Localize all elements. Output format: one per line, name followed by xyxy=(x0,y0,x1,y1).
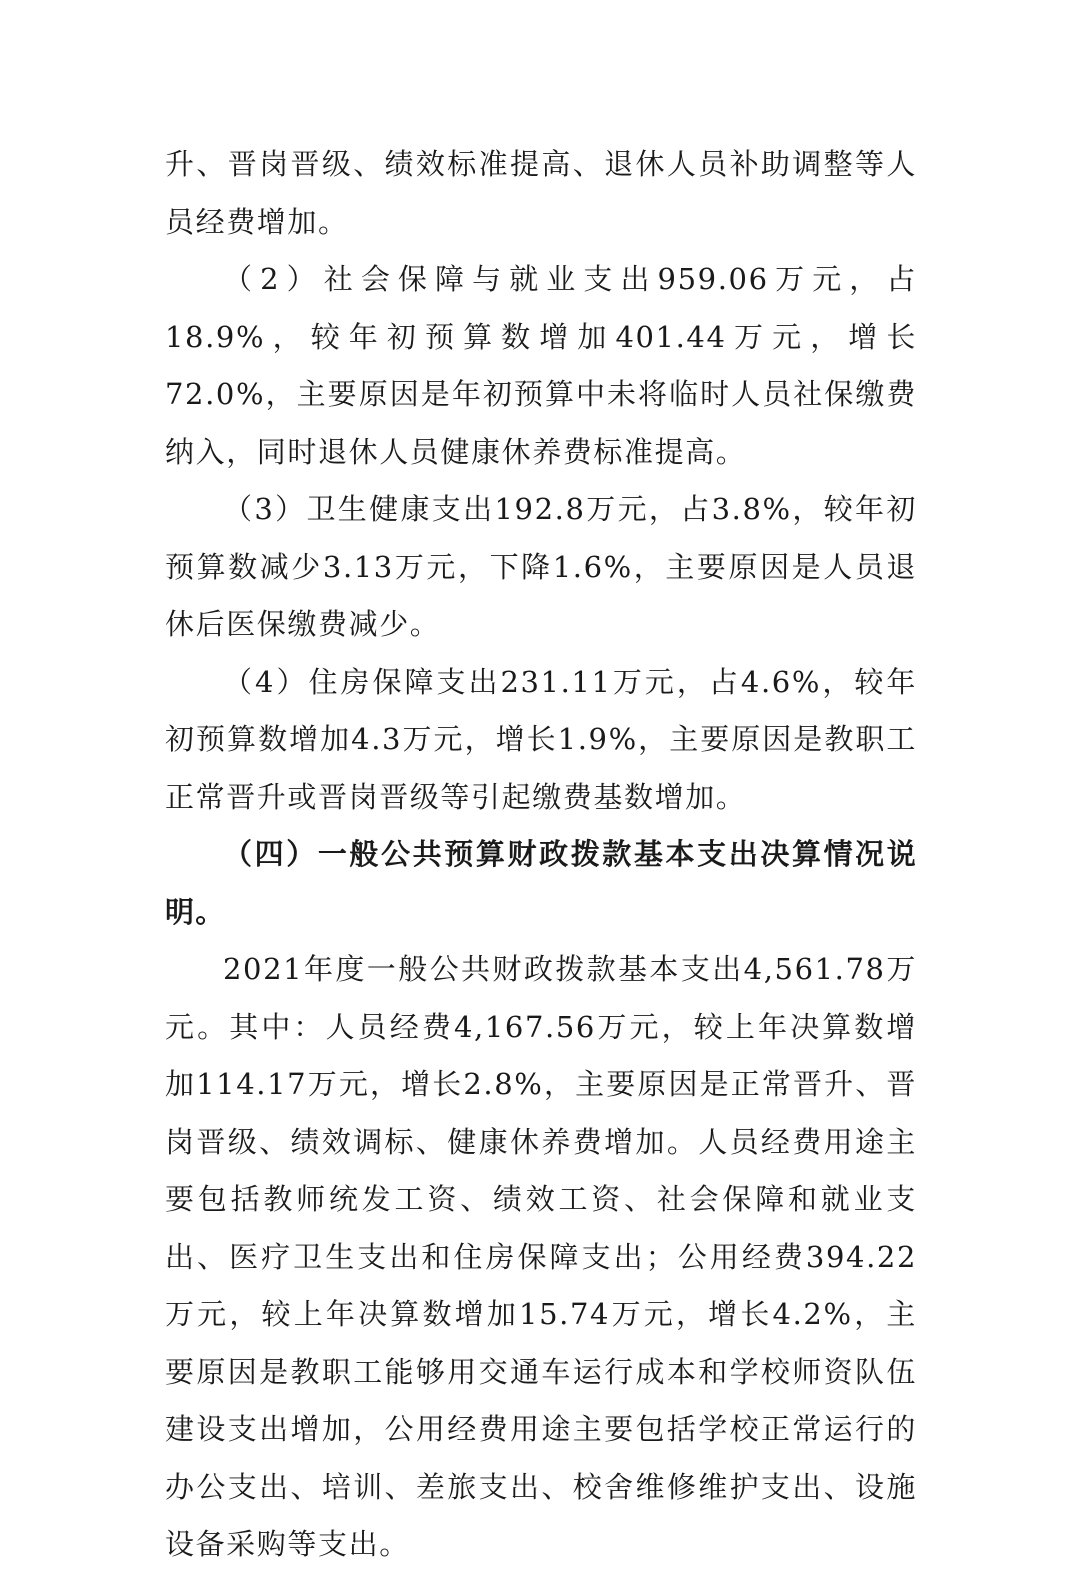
paragraph-basic-expenditure: 2021年度一般公共财政拨款基本支出4,561.78万元。其中：人员经费4,167.56万元，较上年决算数增加114.17万元，增长2.8%，主要原因是正常晋升、晋岗晋级、绩效调标、健康休养费增加。人员经费用途主要包括教师统发工资、绩效工资、社会保障和就业支出、医疗卫生支出和住房保障支出；公用经费394.22万元，较上年决算数增加15.74万元，增长4.2%，主要原因是教职工能够用交通车运行成本和学校师资队伍建设支出增加，公用经费用途主要包括学校正常运行的办公支出、培训、差旅支出、校舍维修维护支出、设施设备采购等支出。 xyxy=(165,952,917,1561)
document-body xyxy=(165,136,917,1574)
paragraph-health: （3）卫生健康支出192.8万元，占3.8%，较年初预算数减少3.13万元，下降1.6%，主要原因是人员退休后医保缴费减少。 xyxy=(165,492,917,641)
section-heading: （四）一般公共预算财政拨款基本支出决算情况说明。 xyxy=(165,837,917,929)
paragraph-continuation: 升、晋岗晋级、绩效标准提高、退休人员补助调整等人员经费增加。 xyxy=(165,147,917,239)
paragraph-social-security: （2）社会保障与就业支出959.06万元，占18.9%，较年初预算数增加401.44万元，增长72.0%，主要原因是年初预算中未将临时人员社保缴费纳入，同时退休人员健康休养费标准提高。 xyxy=(165,262,917,469)
paragraph-housing: （4）住房保障支出231.11万元，占4.6%，较年初预算数增加4.3万元，增长1.9%，主要原因是教职工正常晋升或晋岗晋级等引起缴费基数增加。 xyxy=(165,664,917,814)
